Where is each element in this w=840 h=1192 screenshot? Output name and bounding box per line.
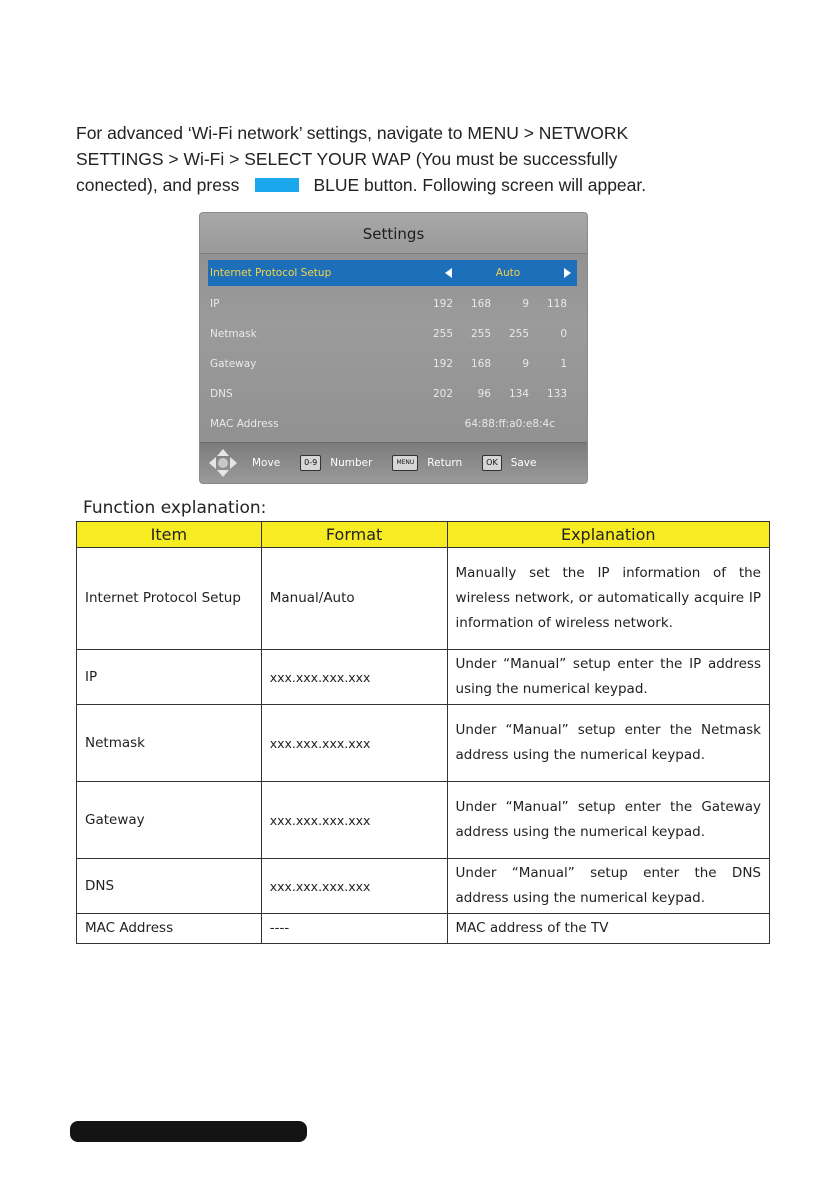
tv-settings-title: Settings xyxy=(200,213,587,254)
menu-key-icon: MENU xyxy=(392,455,418,471)
netmask-octet: 0 xyxy=(560,328,567,340)
mac-address-value: 64:88:ff:a0:e8:4c xyxy=(464,418,555,430)
protocol-value: Auto xyxy=(495,267,521,279)
move-legend xyxy=(200,448,280,478)
blue-button-icon xyxy=(255,178,299,192)
netmask-octet: 255 xyxy=(432,328,453,340)
protocol-selector[interactable] xyxy=(415,267,575,279)
ok-key-icon: OK xyxy=(482,455,502,471)
explanation-cell: Manually set the IP information of the wireless network, or automatically acquire IP information of wireless network. xyxy=(447,548,769,650)
table-row xyxy=(77,782,770,859)
table-row xyxy=(77,914,770,944)
ip-octet: 118 xyxy=(546,298,567,310)
function-table xyxy=(76,521,770,944)
explanation-cell: Under “Manual” setup enter the IP address using the numerical keypad. xyxy=(447,650,769,705)
table-header-row xyxy=(77,522,770,548)
format-cell: xxx.xxx.xxx.xxx xyxy=(261,705,447,782)
ip-value xyxy=(415,298,575,310)
intro-line-3 xyxy=(76,172,776,198)
internet-protocol-setup-label: Internet Protocol Setup xyxy=(210,267,332,279)
move-label: Move xyxy=(252,457,281,469)
intro-line-3a: conected), and press xyxy=(76,175,240,195)
netmask-octet: 255 xyxy=(470,328,491,340)
explanation-cell: MAC address of the TV xyxy=(447,914,769,944)
item-cell: Gateway xyxy=(77,782,262,859)
format-cell: xxx.xxx.xxx.xxx xyxy=(261,782,447,859)
explanation-cell: Under “Manual” setup enter the Netmask address using the numerical keypad. xyxy=(447,705,769,782)
intro-line-1: For advanced ‘Wi-Fi network’ settings, navigate to MENU > NETWORK xyxy=(76,123,629,143)
intro-line-3b: BLUE button. Following screen will appear. xyxy=(313,175,647,195)
gateway-octet: 9 xyxy=(522,358,529,370)
format-cell: ---- xyxy=(261,914,447,944)
format-cell: xxx.xxx.xxx.xxx xyxy=(261,859,447,914)
item-cell: IP xyxy=(77,650,262,705)
ip-label: IP xyxy=(210,298,220,310)
gateway-octet: 1 xyxy=(560,358,567,370)
table-row xyxy=(77,650,770,705)
table-row xyxy=(77,548,770,650)
tv-settings-list xyxy=(200,254,587,439)
header-format: Format xyxy=(261,522,447,548)
number-label: Number xyxy=(330,457,373,469)
header-item: Item xyxy=(77,522,262,548)
item-cell: Internet Protocol Setup xyxy=(77,548,262,650)
netmask-label: Netmask xyxy=(210,328,257,340)
explanation-cell: Under “Manual” setup enter the Gateway address using the numerical keypad. xyxy=(447,782,769,859)
table-row xyxy=(77,705,770,782)
format-cell: xxx.xxx.xxx.xxx xyxy=(261,650,447,705)
table-row xyxy=(77,859,770,914)
dns-row[interactable] xyxy=(208,379,577,409)
gateway-row[interactable] xyxy=(208,349,577,379)
ip-octet: 168 xyxy=(470,298,491,310)
left-arrow-icon[interactable] xyxy=(445,268,452,278)
netmask-row[interactable] xyxy=(208,319,577,349)
save-legend xyxy=(482,455,536,471)
function-explanation-title: Function explanation: xyxy=(83,498,267,518)
page-footer-bar xyxy=(70,1121,307,1142)
number-key-icon: 0-9 xyxy=(300,455,321,471)
item-cell: Netmask xyxy=(77,705,262,782)
dns-octet: 202 xyxy=(432,388,453,400)
netmask-value xyxy=(415,328,575,340)
dns-value xyxy=(415,388,575,400)
right-arrow-icon[interactable] xyxy=(564,268,571,278)
number-legend xyxy=(300,455,372,471)
tv-footer-legend xyxy=(200,442,587,483)
dns-octet: 96 xyxy=(477,388,491,400)
tv-settings-screen xyxy=(199,212,588,484)
gateway-value xyxy=(415,358,575,370)
return-label: Return xyxy=(427,457,463,469)
item-cell: DNS xyxy=(77,859,262,914)
dpad-icon xyxy=(208,448,238,478)
header-explanation: Explanation xyxy=(447,522,769,548)
gateway-octet: 192 xyxy=(432,358,453,370)
ip-octet: 9 xyxy=(522,298,529,310)
dns-label: DNS xyxy=(210,388,233,400)
internet-protocol-setup-row[interactable] xyxy=(208,260,577,286)
return-legend xyxy=(392,455,462,471)
format-cell: Manual/Auto xyxy=(261,548,447,650)
mac-address-label: MAC Address xyxy=(210,418,279,430)
netmask-octet: 255 xyxy=(508,328,529,340)
intro-text xyxy=(76,120,776,198)
ip-row[interactable] xyxy=(208,289,577,319)
gateway-octet: 168 xyxy=(470,358,491,370)
intro-line-2: SETTINGS > Wi-Fi > SELECT YOUR WAP (You must be successfully xyxy=(76,149,618,169)
dns-octet: 133 xyxy=(546,388,567,400)
explanation-cell: Under “Manual” setup enter the DNS address using the numerical keypad. xyxy=(447,859,769,914)
dns-octet: 134 xyxy=(508,388,529,400)
item-cell: MAC Address xyxy=(77,914,262,944)
ip-octet: 192 xyxy=(432,298,453,310)
gateway-label: Gateway xyxy=(210,358,257,370)
save-label: Save xyxy=(510,457,537,469)
mac-address-row xyxy=(208,409,577,439)
